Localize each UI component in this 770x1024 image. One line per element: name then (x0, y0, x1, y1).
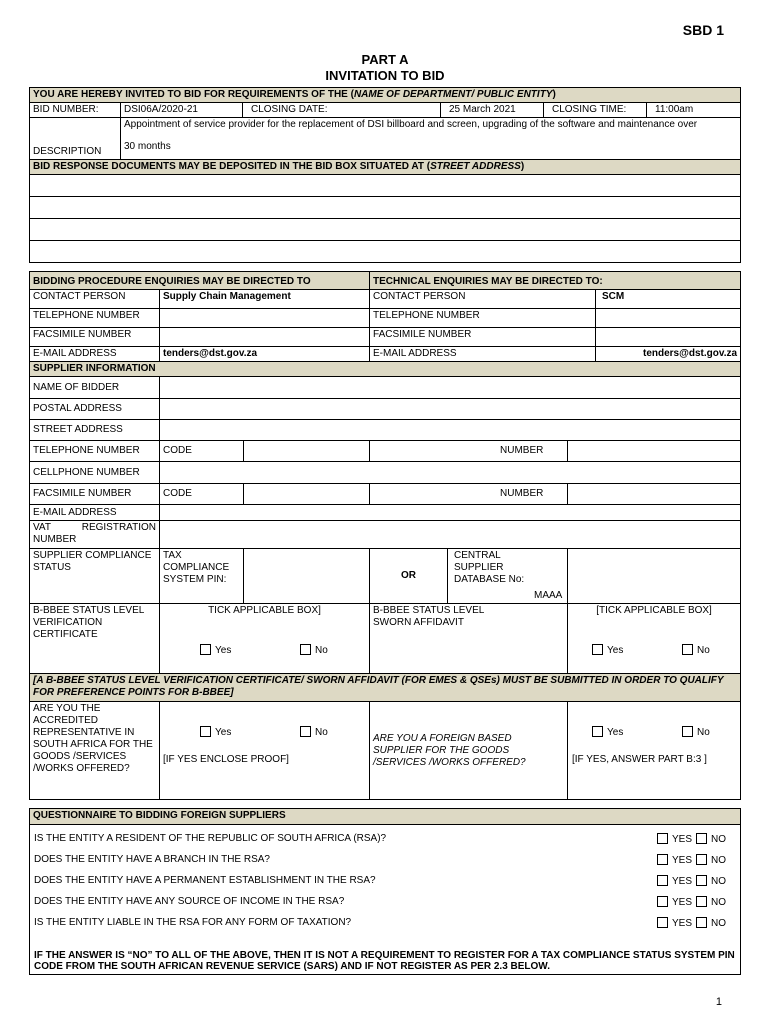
tick-box-label-2: [TICK APPLICABLE BOX] (596, 605, 712, 616)
bidder-name-label: NAME OF BIDDER (30, 377, 160, 399)
bbbee-affidavit-yes[interactable]: Yes (592, 644, 623, 657)
checkbox-icon[interactable] (592, 726, 603, 737)
foreign-supplier-label: ARE YOU A FOREIGN BASED SUPPLIER FOR THE GOODS /SERVICES /WORKS OFFERED? (370, 702, 568, 800)
questionnaire-heading: QUESTIONNAIRE TO BIDDING FOREIGN SUPPLIERS (30, 809, 741, 825)
question-text: IS THE ENTITY A RESIDENT OF THE REPUBLIC OF SOUTH AFRICA (RSA)? (34, 833, 387, 844)
telephone-number-label: NUMBER (370, 441, 568, 462)
technical-telephone-value[interactable] (596, 309, 741, 328)
fax-number-field[interactable] (568, 484, 741, 505)
street-address-label: STREET ADDRESS (30, 420, 160, 441)
tick-box-label-1: TICK APPLICABLE BOX] (208, 605, 321, 616)
bidding-fax-value[interactable] (160, 328, 370, 347)
question-options (657, 875, 730, 888)
street-address-field[interactable] (160, 420, 741, 441)
checkbox-no-icon[interactable] (696, 917, 707, 928)
checkbox-no-icon[interactable] (696, 896, 707, 907)
option-yes-label: YES (671, 918, 692, 929)
foreign-supplier-options (568, 702, 741, 800)
checkbox-icon[interactable] (592, 644, 603, 655)
question-text: IS THE ENTITY LIABLE IN THE RSA FOR ANY FORM OF TAXATION? (34, 917, 352, 928)
technical-enquiries-heading: TECHNICAL ENQUIRIES MAY BE DIRECTED TO: (370, 272, 741, 290)
supplier-email-field[interactable] (160, 505, 741, 521)
vat-field[interactable] (160, 521, 741, 549)
accredited-label: ARE YOU THE ACCREDITED REPRESENTATIVE IN SOUTH AFRICA FOR THE GOODS /SERVICES /WORKS OFFERED? (30, 702, 160, 800)
postal-address-label: POSTAL ADDRESS (30, 399, 160, 420)
question-row (34, 875, 736, 889)
bbbee-note: [A B-BBEE STATUS LEVEL VERIFICATION CERTIFICATE/ SWORN AFFIDAVIT (FOR EMES & QSEs) MUST BE SUBMITTED IN ORDER TO QUALIFY FOR PREFERENCE POINTS FOR B-BBEE] (30, 674, 741, 702)
page-number: 1 (715, 996, 722, 1008)
bid-number-label: BID NUMBER: (30, 103, 121, 118)
bidding-contact-value[interactable]: Supply Chain Management (160, 290, 370, 309)
technical-telephone-label: TELEPHONE NUMBER (370, 309, 596, 328)
description-line-1: Appointment of service provider for the replacement of DSI billboard and screen, upgrading of the software and maintenance over (124, 119, 698, 130)
bbbee-affidavit-label: B-BBEE STATUS LEVEL SWORN AFFIDAVIT (370, 604, 568, 674)
enquiries-table (29, 271, 741, 362)
address-line-1[interactable] (30, 175, 741, 197)
accredited-options (160, 702, 370, 800)
telephone-code-label: CODE (160, 441, 244, 462)
description-label: DESCRIPTION (30, 118, 121, 160)
bidding-fax-label: FACSIMILE NUMBER (30, 328, 160, 347)
form-code: SBD 1 (682, 22, 724, 38)
checkbox-icon[interactable] (200, 726, 211, 737)
maaa-prefix: MAAA (534, 590, 563, 601)
technical-fax-value[interactable] (596, 328, 741, 347)
question-row (34, 833, 736, 847)
technical-email-value[interactable]: tenders@dst.gov.za (596, 347, 741, 362)
description-value[interactable] (121, 118, 741, 160)
questionnaire-body (30, 825, 741, 975)
option-no-label: NO (711, 834, 726, 845)
question-row (34, 917, 736, 931)
option-yes-label: YES (671, 834, 692, 845)
invitation-table (29, 87, 741, 263)
checkbox-yes-icon[interactable] (657, 833, 668, 844)
bidder-name-field[interactable] (160, 377, 741, 399)
checkbox-icon[interactable] (300, 726, 311, 737)
question-row (34, 854, 736, 868)
fax-number-label: NUMBER (370, 484, 568, 505)
tax-pin-label: TAX COMPLIANCE SYSTEM PIN: (160, 549, 244, 604)
enclose-proof-note: [IF YES ENCLOSE PROOF] (163, 754, 289, 765)
checkbox-yes-icon[interactable] (657, 917, 668, 928)
option-no-label: NO (711, 876, 726, 887)
description-line-2: 30 months (124, 141, 171, 152)
postal-address-field[interactable] (160, 399, 741, 420)
bidding-email-value[interactable]: tenders@dst.gov.za (160, 347, 370, 362)
accredited-yes[interactable]: Yes (200, 726, 231, 739)
or-label: OR (370, 549, 448, 604)
bbbee-affidavit-options (568, 604, 741, 674)
checkbox-yes-icon[interactable] (657, 875, 668, 886)
supplier-heading: SUPPLIER INFORMATION (30, 362, 741, 377)
technical-fax-label: FACSIMILE NUMBER (370, 328, 596, 347)
address-line-3[interactable] (30, 219, 741, 241)
bidding-email-label: E-MAIL ADDRESS (30, 347, 160, 362)
invite-heading: YOU ARE HEREBY INVITED TO BID FOR REQUIREMENTS OF THE (NAME OF DEPARTMENT/ PUBLIC ENTITY) (30, 88, 741, 103)
deposit-heading: BID RESPONSE DOCUMENTS MAY BE DEPOSITED IN THE BID BOX SITUATED AT (STREET ADDRESS) (30, 160, 741, 175)
bidding-enquiries-heading: BIDDING PROCEDURE ENQUIRIES MAY BE DIRECTED TO (30, 272, 370, 290)
question-options (657, 917, 730, 930)
checkbox-yes-icon[interactable] (657, 896, 668, 907)
closing-date-value[interactable]: 25 March 2021 (441, 103, 544, 118)
option-yes-label: YES (671, 876, 692, 887)
fax-code-label: CODE (160, 484, 244, 505)
checkbox-no-icon[interactable] (696, 833, 707, 844)
foreign-no[interactable]: No (682, 726, 710, 739)
technical-contact-label: CONTACT PERSON (370, 290, 596, 309)
supplier-telephone-label: TELEPHONE NUMBER (30, 441, 160, 462)
csd-field[interactable] (534, 549, 741, 604)
bbbee-cert-no[interactable]: No (300, 644, 328, 657)
part-label: PART A (361, 52, 409, 67)
csd-label: CENTRAL SUPPLIER DATABASE No: (448, 549, 568, 604)
technical-contact-value[interactable]: SCM (596, 290, 741, 309)
supplier-table (29, 361, 741, 800)
address-line-4[interactable] (30, 241, 741, 263)
checkbox-no-icon[interactable] (696, 854, 707, 865)
question-options (657, 833, 730, 846)
bid-number-value[interactable]: DSI06A/2020-21 (121, 103, 243, 118)
closing-time-label: CLOSING TIME: (544, 103, 647, 118)
vat-label: VAT REGISTRATION NUMBER (30, 521, 160, 549)
tax-pin-field[interactable] (244, 549, 370, 604)
bidding-contact-label: CONTACT PERSON (30, 290, 160, 309)
question-options (657, 854, 730, 867)
supplier-fax-label: FACSIMILE NUMBER (30, 484, 160, 505)
checkbox-yes-icon[interactable] (657, 854, 668, 865)
question-text: DOES THE ENTITY HAVE A PERMANENT ESTABLISHMENT IN THE RSA? (34, 875, 376, 886)
checkbox-icon[interactable] (682, 644, 693, 655)
option-no-label: NO (711, 897, 726, 908)
cellphone-field[interactable] (160, 462, 741, 484)
option-no-label: NO (711, 918, 726, 929)
option-yes-label: YES (671, 897, 692, 908)
telephone-number-field[interactable] (568, 441, 741, 462)
cellphone-label: CELLPHONE NUMBER (30, 462, 160, 484)
bbbee-certificate-options (160, 604, 370, 674)
closing-date-label: CLOSING DATE: (243, 103, 441, 118)
accredited-no[interactable]: No (300, 726, 328, 739)
form-title: INVITATION TO BID (325, 68, 445, 83)
questionnaire-footer-note: IF THE ANSWER IS “NO” TO ALL OF THE ABOVE, THEN IT IS NOT A REQUIREMENT TO REGISTER FOR A TAX COMPLIANCE STATUS SYSTEM PIN CODE FROM THE SOUTH AFRICAN REVENUE SERVICE (SARS) AND IF NOT REGISTER AS PER 2.3 BELOW. (34, 950, 735, 972)
technical-email-label: E-MAIL ADDRESS (370, 347, 596, 362)
checkbox-icon[interactable] (300, 644, 311, 655)
question-row (34, 896, 736, 910)
option-yes-label: YES (671, 855, 692, 866)
bidding-telephone-value[interactable] (160, 309, 370, 328)
telephone-code-field[interactable] (244, 441, 370, 462)
bidding-telephone-label: TELEPHONE NUMBER (30, 309, 160, 328)
answer-part-note: [IF YES, ANSWER PART B:3 ] (572, 754, 707, 765)
address-line-2[interactable] (30, 197, 741, 219)
option-no-label: NO (711, 855, 726, 866)
questionnaire-table (29, 808, 741, 975)
supplier-email-label: E-MAIL ADDRESS (30, 505, 160, 521)
checkbox-icon[interactable] (682, 726, 693, 737)
foreign-yes[interactable]: Yes (592, 726, 623, 739)
bbbee-cert-yes[interactable]: Yes (200, 644, 231, 657)
question-options (657, 896, 730, 909)
question-text: DOES THE ENTITY HAVE ANY SOURCE OF INCOME IN THE RSA? (34, 896, 345, 907)
closing-time-value[interactable]: 11:00am (647, 103, 741, 118)
compliance-status-label: SUPPLIER COMPLIANCE STATUS (30, 549, 160, 604)
bbbee-affidavit-no[interactable]: No (682, 644, 710, 657)
bbbee-certificate-label: B-BBEE STATUS LEVEL VERIFICATION CERTIFICATE (30, 604, 160, 674)
checkbox-no-icon[interactable] (696, 875, 707, 886)
checkbox-icon[interactable] (200, 644, 211, 655)
fax-code-field[interactable] (244, 484, 370, 505)
question-text: DOES THE ENTITY HAVE A BRANCH IN THE RSA? (34, 854, 270, 865)
